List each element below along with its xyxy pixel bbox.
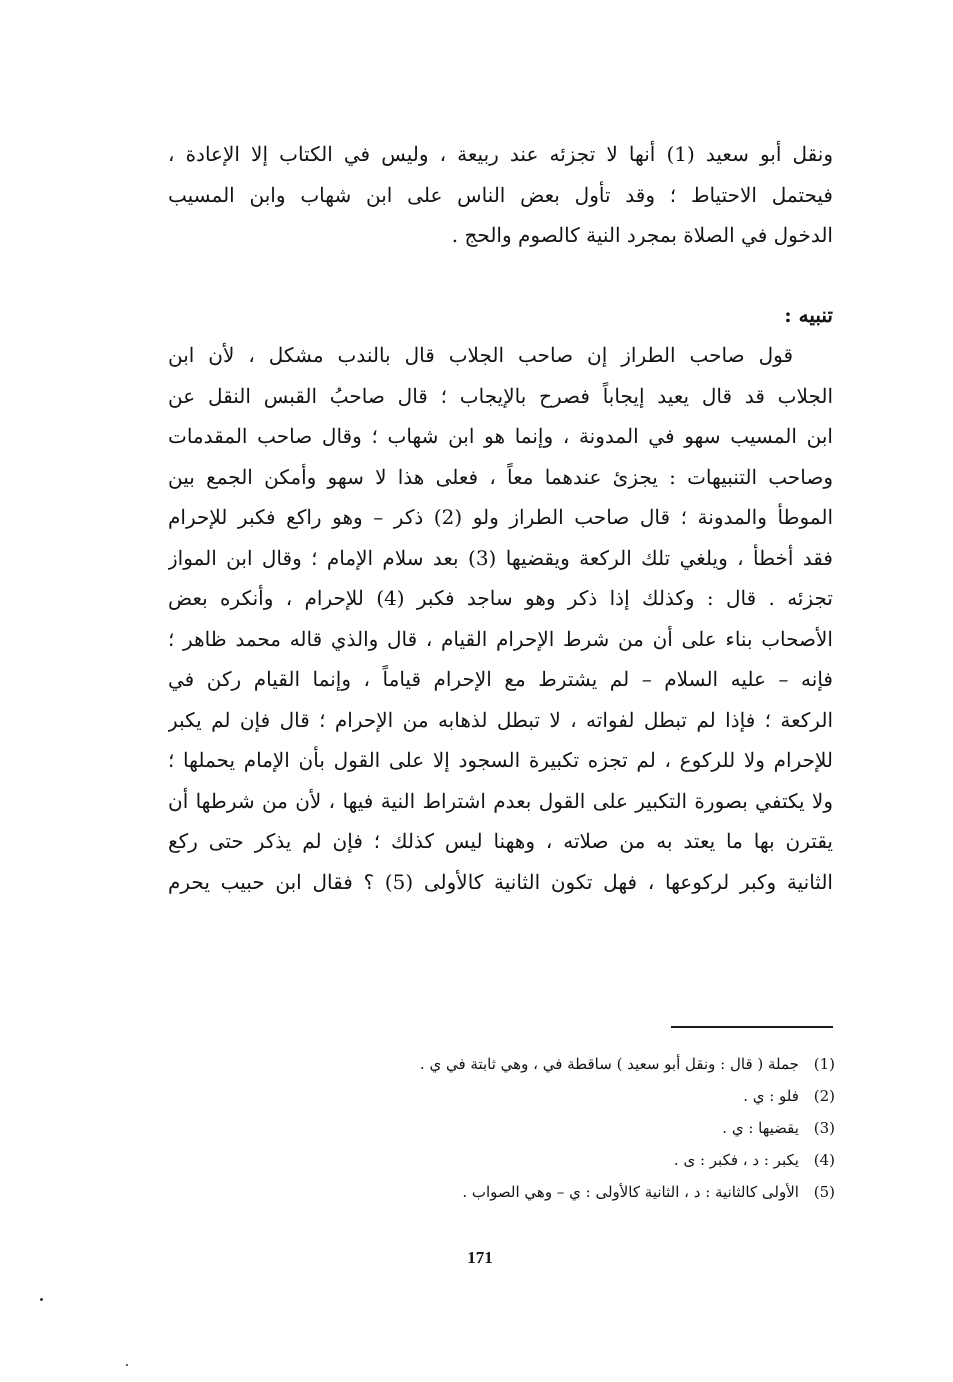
scan-speck <box>40 1298 43 1301</box>
footnote-text: يقضيها : ي . <box>722 1119 799 1137</box>
footnote-item <box>230 1144 835 1176</box>
text-line: وصاحب التنبيهات : يجزئ عندهما معاً ، فعلى هذا لا سهو وأمكن الجمع بين <box>168 464 833 489</box>
scan-speck <box>126 1364 128 1366</box>
text-line: الأصحاب بناء على أن من شرط الإحرام القيام ، قال والذي قاله محمد ظاهر ؛ <box>168 626 833 651</box>
footnote-text: جملة ( قال : ونقل أبو سعيد ) ساقطة في ، وهي ثابتة في ي . <box>419 1055 799 1073</box>
paragraph-2 <box>168 295 833 902</box>
footnote-text: يكبر : د ، فكبر : ى . <box>673 1151 799 1169</box>
text-line: ولا يكتفي بصورة التكبير على القول بعدم اشتراط النية فيها ، لأن من شرطها أن <box>168 788 833 813</box>
text-line: فيحتمل الاحتياط ؛ وقد تأول بعض الناس على ابن شهاب وابن المسيب <box>168 182 833 207</box>
text-line: الركعة ؛ فإذا لم تبطل لفواته ، لا تبطل لذهابه من الإحرام ؛ قال فإن لم يكبر <box>168 707 833 732</box>
footnote-text: الأولى كالثانية : د ، الثانية كالأولى : ي – وهي الصواب . <box>462 1183 799 1201</box>
footnote-number: (5) <box>813 1183 835 1201</box>
paragraph-1 <box>168 134 833 256</box>
footnote-item <box>230 1176 835 1208</box>
text-line: فقد أخطأ ، ويلغي تلك الركعة ويقضيها (3) بعد سلام الإمام ؛ وقال ابن المواز <box>168 545 833 570</box>
footnotes <box>230 1048 835 1208</box>
footnote-item <box>230 1080 835 1112</box>
text-line: قول صاحب الطراز إن صاحب الجلاب قال بالندب مشكل ، لأن ابن <box>168 343 793 367</box>
footnote-divider <box>671 1026 833 1028</box>
text-line: ونقل أبو سعيد (1) أنها لا تجزئه عند ربيعة ، وليس في الكتاب إلا الإعادة ، <box>168 142 833 166</box>
text-line: يقترن بها ما يعتد به من صلاته ، وههنا ليس كذلك ؛ فإن لم يذكر حتى ركع <box>168 829 833 853</box>
footnote-number: (4) <box>813 1151 835 1169</box>
text-line: ابن المسيب سهو في المدونة ، وإنما هو ابن شهاب ؛ وقال صاحب المقدمات <box>168 424 833 448</box>
text-line: الجلاب قد قال يعيد إيجاباً فصرح بالإيجاب ؛ قال صاحبُ القبس النقل عن <box>168 383 833 408</box>
text-line: الثانية وكبر لركوعها ، فهل تكون الثانية كالأولى (5) ؟ فقال ابن حبيب يحرم <box>168 869 833 894</box>
text-line: للإحرام ولا للركوع ، لم تجزه تكبيرة السجود إلا على القول بأن الإمام يحملها ؛ <box>168 748 833 772</box>
text-line: الدخول في الصلاة بمجرد النية كالصوم والحج . <box>451 223 833 247</box>
text-line: الموطأ والمدونة ؛ قال صاحب الطراز ولو (2) ذكر – وهو راكع فكبر للإحرام <box>168 505 833 529</box>
page-number: 171 <box>467 1248 493 1267</box>
footnote-number: (2) <box>813 1087 835 1105</box>
text-line: تجزئه . قال : وكذلك إذا ذكر وهو ساجد فكبر (4) للإحرام ، وأنكره بعض <box>168 586 833 610</box>
text-line: فإنه – عليه السلام – لم يشترط مع الإحرام قياماً ، وإنما القيام ركن في <box>168 667 833 691</box>
footnote-number: (1) <box>813 1055 835 1073</box>
footnote-item <box>230 1112 835 1144</box>
section-heading: تنبيه : <box>784 303 833 327</box>
footnote-text: فلو : ي . <box>743 1087 799 1105</box>
footnote-number: (3) <box>813 1119 835 1137</box>
footnote-item <box>230 1048 835 1080</box>
